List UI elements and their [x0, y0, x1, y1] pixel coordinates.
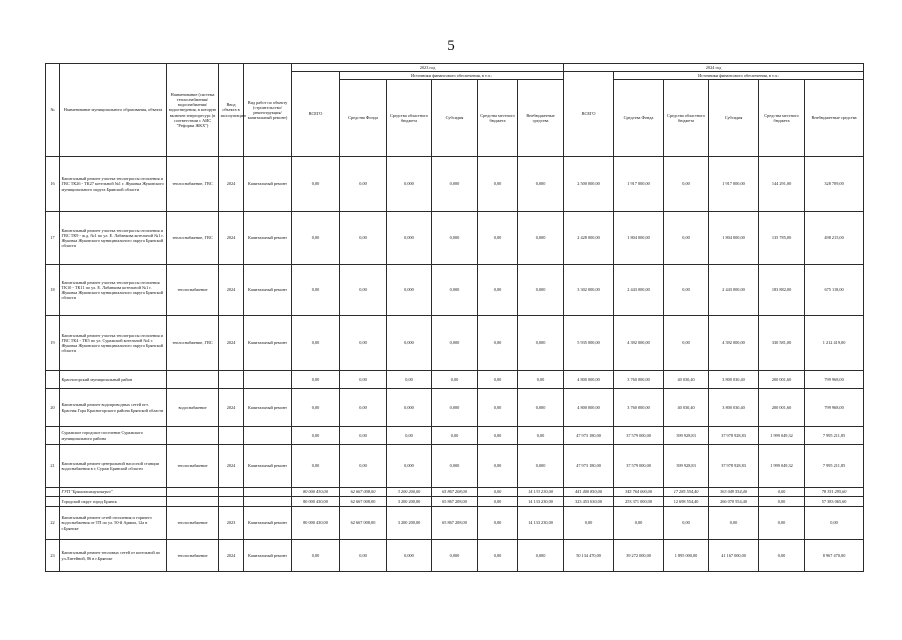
amount-cell: 0,00	[292, 427, 340, 445]
header-work: Вид работ по объекту (строительство/реконструкция/капитальный ремонт)	[244, 64, 292, 157]
header-total-2023: ВСЕГО	[292, 72, 340, 157]
amount-cell: 0,00	[432, 371, 478, 389]
table-row	[46, 371, 864, 389]
amount-cell: 0,00	[478, 212, 518, 265]
amount-cell: 0,000	[518, 316, 564, 371]
amount-cell: 0,00	[664, 157, 709, 212]
row-number-cell: 17	[46, 212, 60, 265]
amount-cell: 0,00	[340, 371, 387, 389]
amount-cell: 1 804 000,00	[709, 212, 759, 265]
table-row	[46, 265, 864, 316]
amount-cell: 0,00	[340, 389, 387, 427]
amount-cell: 3 200 200,00	[387, 488, 432, 497]
amount-cell: 328 709,00	[805, 157, 864, 212]
amount-cell: 0,000	[387, 540, 432, 572]
amount-cell: 0,000	[518, 540, 564, 572]
amount-cell: 37 978 928,83	[709, 427, 759, 445]
system-cell: теплоснабжение	[167, 507, 219, 540]
year-cell	[219, 488, 244, 497]
system-cell	[167, 427, 219, 445]
table-row	[46, 445, 864, 488]
header-subsidy-2023: Субсидия	[432, 80, 478, 157]
year-cell: 2024	[219, 445, 244, 488]
amount-cell: 3 302 000,00	[564, 265, 614, 316]
amount-cell: 0,00	[759, 507, 805, 540]
table-row	[46, 427, 864, 445]
header-name: Наименование муниципального образования, объекта	[60, 64, 167, 157]
object-name-cell: Капитальный ремонт центральной насосной станции водоснабжения в г. Сураж Брянской области	[60, 445, 167, 488]
header-regional-2024: Средства областного бюджета	[664, 80, 709, 157]
amount-cell: 363 049 554,40	[709, 488, 759, 497]
work-type-cell: Капитальный ремонт	[244, 316, 292, 371]
amount-cell: 39 272 000,00	[614, 540, 664, 572]
amount-cell: 0,00	[340, 157, 387, 212]
amount-cell: 0,000	[432, 540, 478, 572]
amount-cell: 4 392 000,00	[614, 316, 664, 371]
object-name-cell: Красногорский муниципальный район	[60, 371, 167, 389]
amount-cell: 7 995 211,85	[805, 427, 864, 445]
amount-cell: 0,00	[340, 445, 387, 488]
year-cell: 2024	[219, 157, 244, 212]
row-number-cell: 20	[46, 389, 60, 427]
funding-table	[45, 63, 864, 572]
year-cell: 2024	[219, 540, 244, 572]
amount-cell: 0,000	[432, 212, 478, 265]
amount-cell: 0,000	[432, 316, 478, 371]
amount-cell: 0,000	[432, 157, 478, 212]
amount-cell: 80 000 430,00	[292, 507, 340, 540]
amount-cell: 4 800 000,00	[564, 389, 614, 427]
header-year-2023: 2023 год	[292, 64, 564, 72]
row-number-cell	[46, 371, 60, 389]
amount-cell: 441 400 850,00	[564, 488, 614, 497]
amount-cell: 799 968,00	[805, 371, 864, 389]
work-type-cell	[244, 427, 292, 445]
table-body	[46, 157, 864, 572]
system-cell	[167, 488, 219, 497]
table-row	[46, 488, 864, 497]
amount-cell: 1 917 000,00	[709, 157, 759, 212]
row-number-cell: 21	[46, 445, 60, 488]
work-type-cell: Капитальный ремонт	[244, 157, 292, 212]
amount-cell: 0,000	[387, 389, 432, 427]
amount-cell: 0,000	[387, 316, 432, 371]
work-type-cell: Капитальный ремонт	[244, 507, 292, 540]
amount-cell: 4 392 000,00	[709, 316, 759, 371]
amount-cell: 14 133 230,00	[518, 488, 564, 497]
amount-cell: 0,000	[432, 445, 478, 488]
amount-cell: 0,00	[759, 497, 805, 507]
amount-cell: 3 200 200,00	[387, 497, 432, 507]
amount-cell: 0,00	[292, 157, 340, 212]
amount-cell: 0,000	[387, 445, 432, 488]
year-cell: 2024	[219, 212, 244, 265]
amount-cell: 0,000	[518, 265, 564, 316]
amount-cell: 1 895 000,00	[664, 540, 709, 572]
amount-cell: 799 968,00	[805, 389, 864, 427]
amount-cell: 330 581,00	[759, 316, 805, 371]
amount-cell: 40 030,40	[664, 389, 709, 427]
header-total-2024: ВСЕГО	[564, 72, 614, 157]
header-system: Наименование (система теплоснабжения/водоснабжения/водоотведения, в которую включен энергоресурс (в соответствии с АИС "Реформа ЖКХ")	[167, 64, 219, 157]
amount-cell: 8 967 470,00	[805, 540, 864, 572]
amount-cell: 498 215,00	[805, 212, 864, 265]
year-cell: 2024	[219, 265, 244, 316]
table-header	[46, 64, 864, 157]
amount-cell: 4 800 000,00	[564, 371, 614, 389]
table-row	[46, 157, 864, 212]
amount-cell: 200 001,60	[759, 371, 805, 389]
amount-cell: 0,00	[478, 389, 518, 427]
amount-cell: 50 134 470,00	[564, 540, 614, 572]
amount-cell: 0,00	[387, 371, 432, 389]
amount-cell: 0,00	[478, 427, 518, 445]
object-name-cell: Капитальный ремонт участка теплотрассы отопления ТК10 - ТК11 по ул. Е. Лабанкова котельной №1 г. Жуковка Жуковского муниципального округа Брянской области	[60, 265, 167, 316]
amount-cell: 7 995 211,85	[805, 445, 864, 488]
amount-cell: 1 917 000,00	[614, 157, 664, 212]
header-regional-2023: Средства областного бюджета	[387, 80, 432, 157]
year-cell: 2024	[219, 316, 244, 371]
amount-cell: 0,00	[759, 540, 805, 572]
object-name-cell: ГУП "Брянсккоммунэнерго"	[60, 488, 167, 497]
work-type-cell: Капитальный ремонт	[244, 212, 292, 265]
amount-cell: 0,000	[387, 157, 432, 212]
system-cell: теплоснабжение, ГВС	[167, 212, 219, 265]
amount-cell: 40 030,40	[664, 371, 709, 389]
amount-cell: 0,00	[387, 427, 432, 445]
amount-cell: 41 167 000,00	[709, 540, 759, 572]
amount-cell: 78 351 295,60	[805, 488, 864, 497]
header-sources-2024: Источники финансового обеспечения, в т.ч.:	[614, 72, 864, 80]
header-extra-2023: Внебюджетные средства	[518, 80, 564, 157]
header-fund-2024: Средства Фонда	[614, 80, 664, 157]
work-type-cell	[244, 371, 292, 389]
object-name-cell: Городской округ город Брянск	[60, 497, 167, 507]
work-type-cell: Капитальный ремонт	[244, 265, 292, 316]
amount-cell: 0,000	[518, 212, 564, 265]
header-no: №	[46, 64, 60, 157]
row-number-cell	[46, 497, 60, 507]
amount-cell: 135 785,00	[759, 212, 805, 265]
amount-cell: 80 000 430,00	[292, 497, 340, 507]
amount-cell: 0,00	[664, 316, 709, 371]
amount-cell: 0,00	[759, 488, 805, 497]
page-number: 5	[447, 38, 455, 54]
system-cell: теплоснабжение, ГВС	[167, 157, 219, 212]
amount-cell: 266 070 554,40	[709, 497, 759, 507]
amount-cell: 0,00	[664, 507, 709, 540]
row-number-cell: 18	[46, 265, 60, 316]
amount-cell: 14 133 230,00	[518, 507, 564, 540]
amount-cell: 0,00	[664, 212, 709, 265]
amount-cell: 14 133 230,00	[518, 497, 564, 507]
year-cell: 2024	[219, 389, 244, 427]
amount-cell: 37 579 000,00	[614, 445, 664, 488]
amount-cell: 0,00	[292, 389, 340, 427]
amount-cell: 1 804 000,00	[614, 212, 664, 265]
amount-cell: 65 867 208,00	[432, 507, 478, 540]
amount-cell: 3 800 030,40	[709, 389, 759, 427]
amount-cell: 0,000	[387, 212, 432, 265]
amount-cell: 0,00	[292, 445, 340, 488]
amount-cell: 0,00	[340, 212, 387, 265]
header-local-2024: Средства местного бюджета	[759, 80, 805, 157]
amount-cell: 2 443 000,00	[709, 265, 759, 316]
row-number-cell: 16	[46, 157, 60, 212]
object-name-cell: Суражское городское поселение Суражского муниципального района	[60, 427, 167, 445]
amount-cell: 62 667 008,00	[340, 488, 387, 497]
amount-cell: 1 999 049,32	[759, 445, 805, 488]
amount-cell: 57 383 065,60	[805, 497, 864, 507]
amount-cell: 5 935 000,00	[564, 316, 614, 371]
row-number-cell	[46, 427, 60, 445]
amount-cell: 0,000	[432, 389, 478, 427]
amount-cell: 0,00	[292, 316, 340, 371]
system-cell	[167, 371, 219, 389]
header-year-2024: 2024 год	[564, 64, 864, 72]
work-type-cell: Капитальный ремонт	[244, 389, 292, 427]
amount-cell: 1 999 049,32	[759, 427, 805, 445]
amount-cell: 0,00	[478, 540, 518, 572]
amount-cell: 3 200 200,00	[387, 507, 432, 540]
year-cell: 2023	[219, 507, 244, 540]
object-name-cell: Капитальный ремонт сетей отопления и горячего водоснабжения от ТП по ул. 50-й Армии, 12а в г.Брянске	[60, 507, 167, 540]
amount-cell: 0,00	[432, 427, 478, 445]
header-sources-2023: Источники финансового обеспечения, в т.ч.:	[340, 72, 564, 80]
amount-cell: 0,00	[478, 316, 518, 371]
amount-cell: 2 443 000,00	[614, 265, 664, 316]
amount-cell: 0,00	[292, 212, 340, 265]
amount-cell: 0,00	[478, 488, 518, 497]
system-cell	[167, 497, 219, 507]
amount-cell: 47 973 180,00	[564, 427, 614, 445]
row-number-cell: 19	[46, 316, 60, 371]
table-row	[46, 507, 864, 540]
amount-cell: 0,00	[478, 371, 518, 389]
system-cell: теплоснабжение, ГВС	[167, 316, 219, 371]
header-subsidy-2024: Субсидия	[709, 80, 759, 157]
amount-cell: 37 579 000,00	[614, 427, 664, 445]
amount-cell: 62 667 008,00	[340, 507, 387, 540]
amount-cell: 0,00	[478, 265, 518, 316]
amount-cell: 200 001,60	[759, 389, 805, 427]
header-extra-2024: Внебюджетные средства	[805, 80, 864, 157]
amount-cell: 399 928,83	[664, 445, 709, 488]
amount-cell: 0,00	[614, 507, 664, 540]
row-number-cell: 23	[46, 540, 60, 572]
amount-cell: 3 760 000,00	[614, 371, 664, 389]
system-cell: теплоснабжение	[167, 265, 219, 316]
amount-cell: 0,00	[340, 540, 387, 572]
table-row	[46, 389, 864, 427]
amount-cell: 0,000	[387, 265, 432, 316]
amount-cell: 65 867 208,00	[432, 488, 478, 497]
year-cell	[219, 497, 244, 507]
amount-cell: 0,00	[340, 316, 387, 371]
amount-cell: 0,00	[664, 265, 709, 316]
amount-cell: 0,000	[432, 265, 478, 316]
amount-cell: 0,00	[340, 427, 387, 445]
amount-cell: 0,00	[478, 507, 518, 540]
amount-cell: 0,00	[518, 371, 564, 389]
amount-cell: 0,00	[292, 371, 340, 389]
amount-cell: 399 928,83	[664, 427, 709, 445]
work-type-cell: Капитальный ремонт	[244, 445, 292, 488]
header-fund-2023: Средства Фонда	[340, 80, 387, 157]
amount-cell: 0,00	[805, 507, 864, 540]
amount-cell: 80 000 430,00	[292, 488, 340, 497]
object-name-cell: Капитальный ремонт тепловых сетей от котельной по ул.Литейной, 86 в г.Брянске	[60, 540, 167, 572]
work-type-cell: Капитальный ремонт	[244, 540, 292, 572]
year-cell	[219, 427, 244, 445]
amount-cell: 675 118,00	[805, 265, 864, 316]
object-name-cell: Капитальный ремонт водопроводных сетей пгт. Красная Гора Красногорского района Брянской области	[60, 389, 167, 427]
amount-cell: 1 212 419,00	[805, 316, 864, 371]
amount-cell: 345 764 000,00	[614, 488, 664, 497]
object-name-cell: Капитальный ремонт участка теплотрассы отопления и ГВС ТК26 - ТК27 котельной №1 г. Жуковка Жуковского муниципального округа Брянской области	[60, 157, 167, 212]
amount-cell: 37 978 928,83	[709, 445, 759, 488]
amount-cell: 62 667 008,00	[340, 497, 387, 507]
amount-cell: 0,00	[564, 507, 614, 540]
amount-cell: 3 760 000,00	[614, 389, 664, 427]
amount-cell: 323 453 630,00	[564, 497, 614, 507]
amount-cell: 12 698 554,40	[664, 497, 709, 507]
amount-cell: 17 285 554,40	[664, 488, 709, 497]
system-cell: теплоснабжение	[167, 445, 219, 488]
amount-cell: 0,000	[518, 389, 564, 427]
amount-cell: 144 291,00	[759, 157, 805, 212]
amount-cell: 253 371 000,00	[614, 497, 664, 507]
amount-cell: 0,00	[478, 445, 518, 488]
amount-cell: 2 428 000,00	[564, 212, 614, 265]
amount-cell: 0,000	[518, 445, 564, 488]
row-number-cell: 22	[46, 507, 60, 540]
table-row	[46, 497, 864, 507]
table-row	[46, 316, 864, 371]
header-year: Ввод объекта в эксплуатацию	[219, 64, 244, 157]
object-name-cell: Капитальный ремонт участка теплотрассы отопления и ГВС ТК9 - ж.д. №1 по ул. Е. Лабанкова котельной №1 г. Жуковка Жуковского муниципального округа Брянской области	[60, 212, 167, 265]
amount-cell: 183 882,00	[759, 265, 805, 316]
table-row	[46, 540, 864, 572]
amount-cell: 0,00	[292, 265, 340, 316]
amount-cell: 47 973 180,00	[564, 445, 614, 488]
amount-cell: 65 867 208,00	[432, 497, 478, 507]
amount-cell: 0,00	[709, 507, 759, 540]
row-number-cell	[46, 488, 60, 497]
system-cell: теплоснабжение	[167, 540, 219, 572]
work-type-cell	[244, 497, 292, 507]
amount-cell: 0,00	[340, 265, 387, 316]
amount-cell: 3 800 030,40	[709, 371, 759, 389]
amount-cell: 0,00	[478, 497, 518, 507]
amount-cell: 0,00	[478, 157, 518, 212]
header-local-2023: Средства местного бюджета	[478, 80, 518, 157]
system-cell: водоснабжение	[167, 389, 219, 427]
work-type-cell	[244, 488, 292, 497]
object-name-cell: Капитальный ремонт участка теплотрассы отопления и ГВС ТК4 - ТК5 по ул. Суражской котельной №4 г. Жуковка Жуковского муниципального округа Брянской области	[60, 316, 167, 371]
amount-cell: 0,00	[292, 540, 340, 572]
year-cell	[219, 371, 244, 389]
amount-cell: 2 500 000,00	[564, 157, 614, 212]
table-row	[46, 212, 864, 265]
amount-cell: 0,000	[518, 157, 564, 212]
amount-cell: 0,00	[518, 427, 564, 445]
